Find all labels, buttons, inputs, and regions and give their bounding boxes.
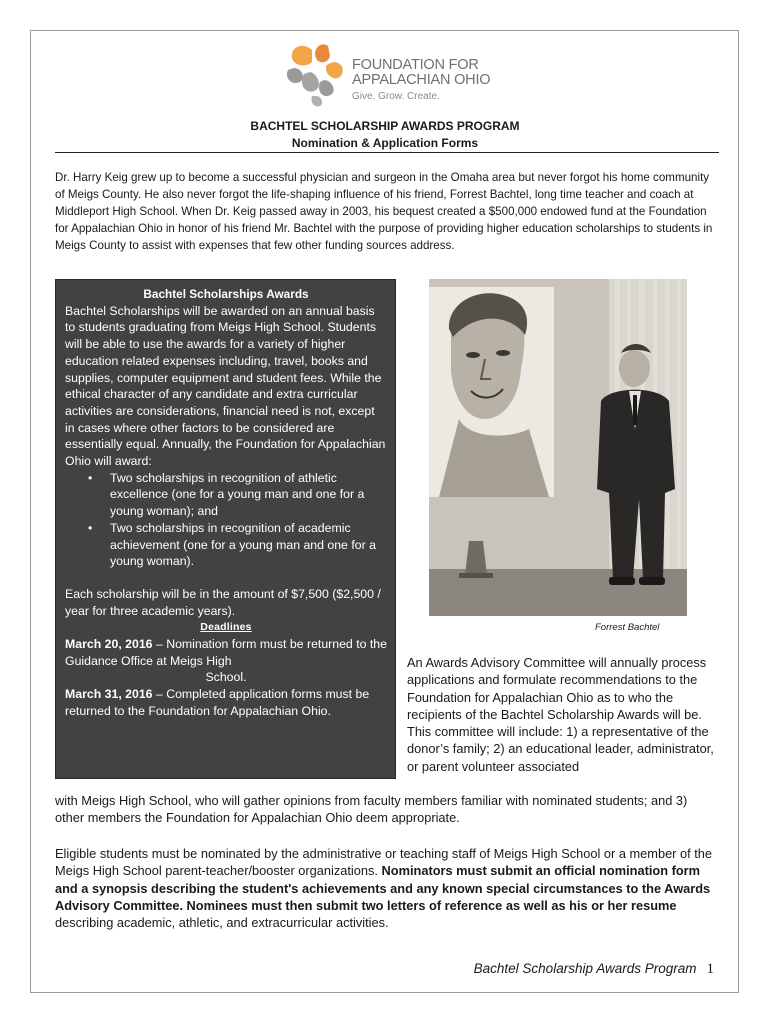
deadline-application [65,686,387,719]
sidebar-body: Bachtel Scholarships will be awarded on an annual basis to students graduating from Meigs High School. Students will be able to use the awards for a variety of higher education related expenses including, travel, books and supplies, computer equipment and student fees. While the ethical character of any candidate and extra curricular activities are considerations, financial need is not, except in cases where other factors to be considered are essentially equal. Annually, the Foundation for Appalachian Ohio will award: [65,303,386,469]
foundation-logo [282,44,502,110]
deadline-text: – Nomination form must be returned to the Guidance Office at Meigs High [65,637,387,668]
scholarship-amount: Each scholarship will be in the amount of $7,500 ($2,500 / year for three academic years). [65,586,381,618]
page-subtitle: Nomination & Application Forms [291,136,479,150]
deadline-date: March 31, 2016 [65,687,153,702]
awards-sidebar [55,279,396,779]
eligibility-requirements: Nominators must submit an official nomination form and a synopsis describing the student's achievements and any known special circumstances to the Awards Advisory Committee. Nominees must then submit two letters of reference as well as his or her resume [55,863,711,913]
page-number: 1 [706,961,714,977]
logo-name-line1: FOUNDATION FOR [352,57,479,73]
page-title: BACHTEL SCHOLARSHIP AWARDS PROGRAM [250,119,520,133]
deadline-date: March 20, 2016 [65,637,153,652]
deadline-text: – Completed application forms must be returned to the Foundation for Appalachian Ohio. [65,687,370,718]
deadlines-heading: Deadlines [200,621,252,634]
award-list-item: • Two scholarships in recognition of academic achievement (one for a young man and one for a young woman). [110,520,387,570]
intro-paragraph: Dr. Harry Keig grew up to become a successful physician and surgeon in the Omaha area but never forgot his home community of Meigs County. He also never forgot the life-shaping influence of his friend, Forrest Bachtel, long time teacher and coach at Middleport High School. When Dr. Keig passed away in 2003, his bequest created a $500,000 endowed fund at the Foundation for Appalachian Ohio in honor of his friend Mr. Bachtel with the purpose of providing higher education scholarships to students in Meigs County to assist with expenses that few other funding sources address. [55,171,713,252]
photo-illustration [429,279,687,616]
logo-mark-icon [282,44,350,110]
forrest-bachtel-photo [429,279,687,616]
deadline-text-end: School. [205,670,247,685]
committee-paragraph: An Awards Advisory Committee will annually process applications and formulate recommendations to the Foundation for Appalachian Ohio as to who the recipients of the Bachtel Scholarship Awards will be. This committee will include: 1) a representative of the donor’s family; 2) an educational leader, administrator, or parent volunteer associated [407,655,714,774]
eligibility-intro: Eligible students must be nominated by the administrative or teaching staff of Meigs High School or a member of the Meigs High School parent-teacher/booster organizations. [55,846,713,879]
logo-name-line2: APPALACHIAN OHIO [352,72,491,88]
award-list [65,470,387,570]
title-divider [55,152,719,153]
award-list-item: • Two scholarships in recognition of athletic excellence (one for a young man and one for a young woman); and [110,470,387,520]
sidebar-title: Bachtel Scholarships Awards [143,287,309,301]
photo-caption: Forrest Bachtel [595,622,660,633]
committee-paragraph-continued: with Meigs High School, who will gather opinions from faculty members familiar with nominated students; and 3) other members the Foundation for Appalachian Ohio deem appropriate. [55,793,688,826]
footer-title: Bachtel Scholarship Awards Program [473,961,697,976]
eligibility-paragraph [55,845,719,931]
logo-tagline: Give. Grow. Create. [352,91,440,102]
deadline-nomination [65,636,387,686]
eligibility-end: describing academic, athletic, and extracurricular activities. [55,915,389,931]
page-footer [474,961,714,978]
